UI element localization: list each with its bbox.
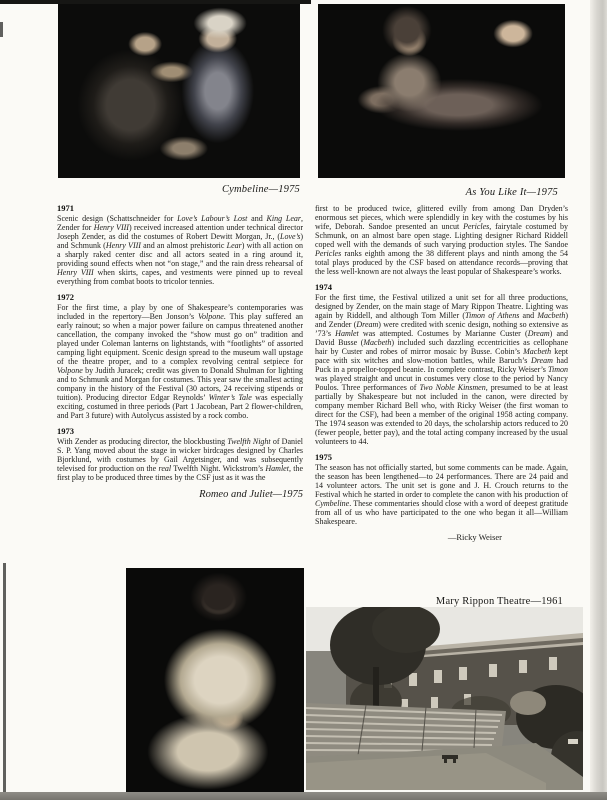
section-1973-continuation-paragraph: first to be produced twice, glittered evilly from among Dan Dryden’s enormous set pieces, which were splendidly in key with the costumes by his wife, Deborah. Sandoe presented an uncut Pericles, fairytale costumed by Schmunk, on an almost bare open stage. Lighting designer Richard Riddell coped well with the demands of such varying production styles. The Sandoe Pericles ranks eighth among the 38 different plays and ninth among the 54 total plays produced by the CSF based on attendance records—proving that the less well-known are not always the least popular of Shakespeare’s works. (315, 204, 568, 276)
section-1973 (57, 427, 303, 482)
section-1974-heading: 1974 (315, 282, 332, 292)
scan-edge-left-notch (0, 22, 3, 37)
section-1972 (57, 293, 303, 420)
left-text-column (57, 204, 303, 501)
scan-edge-left-line (3, 563, 6, 800)
section-1973-paragraph: With Zender as producing director, the blockbusting Twelfth Night of Daniel S. P. Yang moved about the stage in wicker birdcages designed by Charles Bjorklund, with costumes by Gail Argetsinger, and was subsequently televised for production on the real Twelfth Night. Wickstrom’s Hamlet, the first play to be produced three times by the CSF just as it was the (57, 437, 304, 482)
author-signature: —Ricky Weiser (447, 532, 502, 542)
romeo-and-juliet-production-photo (126, 568, 304, 792)
section-1974-paragraph: For the first time, the Festival utilized a unit set for all three productions, designed by Zender, on the main stage of Mary Rippon Theatre. Lighting was again by Riddell, and although Tom Miller (Timon of Athens and Macbeth) and Zender (Dream) were credited with scenic design, nothing so extensive as ’73’s Hamlet was attempted. Costumes by Marianne Custer (Dream) and David Busse (Macbeth) included such dazzling eccentricities as cellophane hair by Custer and robes of mirror mosaic by Busse. Cobin’s Macbeth kept pace with six witches and slow-motion battles, while Baruch’s Dream had Puck in a propellor-topped beanie. In complete contrast, Ricky Weiser’s Timon was played straight and uncut in costumes very close to the period by Nancy Poulos. Three performances of Two Noble Kinsmen, presumed to be at least partially by Shakespeare but not included in the canon, were directed by company member Richard Bell who, with Ricky Weiser (the first woman to direct for the CSF), had been a member of the original 1958 acting company. The 1974 season was extended to 20 days, the scholarship actors reduced to 20 (fewer people, better pay), and the total acting company increased by the usual volunteers to 44. (315, 293, 568, 446)
mary-rippon-theatre-illustration (306, 607, 583, 790)
as-you-like-it-production-photo (318, 4, 565, 178)
mary-rippon-caption: Mary Rippon Theatre—1961 (435, 596, 563, 607)
section-1972-heading: 1972 (57, 292, 74, 302)
scan-edge-bottom (0, 792, 607, 800)
right-text-column (315, 204, 568, 542)
section-1973-continuation (315, 204, 568, 276)
section-1975-heading: 1975 (315, 452, 332, 462)
cymbeline-production-photo (58, 4, 300, 178)
as-you-like-it-caption: As You Like It—1975 (465, 187, 558, 198)
section-1975 (315, 453, 568, 526)
section-1973-heading: 1973 (57, 426, 74, 436)
scan-edge-right (590, 0, 607, 800)
section-1972-paragraph: For the first time, a play by one of Shakespeare’s contemporaries was included in the repertory—Ben Jonson’s Volpone. This play suffered an early rainout; so when a major power failure on campus threatened another cancellation, the company invoked the “show must go on” tradition and played under Coleman lanterns on lightstands, with “footlights” of assorted camping light equipment. Scenic design spread to the museum wall upstage of the theatre proper, and to a complex revolving central setpiece for Volpone by Judith Juracek; credit was given to Donald Shulman for lighting and to Schmunk and Morgan for costumes. This year saw the smallest acting company in the history of the Festival (30 actors, 24 receiving stipends or tuition). Producing director Edgar Reynolds’ Winter’s Tale was especially exciting, costumed in three periods (Part 1 Jacobean, Part 2 flower-children, and Part 3 future) with Autolycus assisted by a rock combo. (57, 303, 303, 420)
section-1974 (315, 283, 568, 446)
section-1971-heading: 1971 (57, 203, 74, 213)
mary-rippon-theatre-photo (306, 607, 583, 790)
section-1971-paragraph: Scenic design (Schattschneider for Love’s Labour’s Lost and King Lear, Zender for Henry VIII) received increased attention under technical director Joseph Zender, as did the costumes of Robert Dewitt Morgan, Jr., (Love’s) and Schmunk (Henry VIII and an almost prehistoric Lear) with all action on a sharply raked center disc and all actors seated in a ring around it, providing sound effects when not “on stage,” and the rain dress rehearsal of Henry VIII when skirts, capes, and vestments were pinned up to reveal everything from combat boots to tricolor tennies. (57, 214, 304, 286)
romeo-and-juliet-caption: Romeo and Juliet—1975 (199, 489, 303, 500)
section-1975-paragraph: The season has not officially started, but some comments can be made. Again, the season has been lengthened—to 24 performances. There are 24 paid and 14 volunteer actors. The unit set is gone and J. H. Crouch returns to the Festival which he started in order to complete the canon with his production of Cymbeline. These commentaries should close with a word of deepest gratitude from all of us who have participated to the one who began it all—William Shakespeare. (315, 463, 568, 526)
section-1971 (57, 204, 303, 286)
cymbeline-caption: Cymbeline—1975 (221, 184, 300, 195)
